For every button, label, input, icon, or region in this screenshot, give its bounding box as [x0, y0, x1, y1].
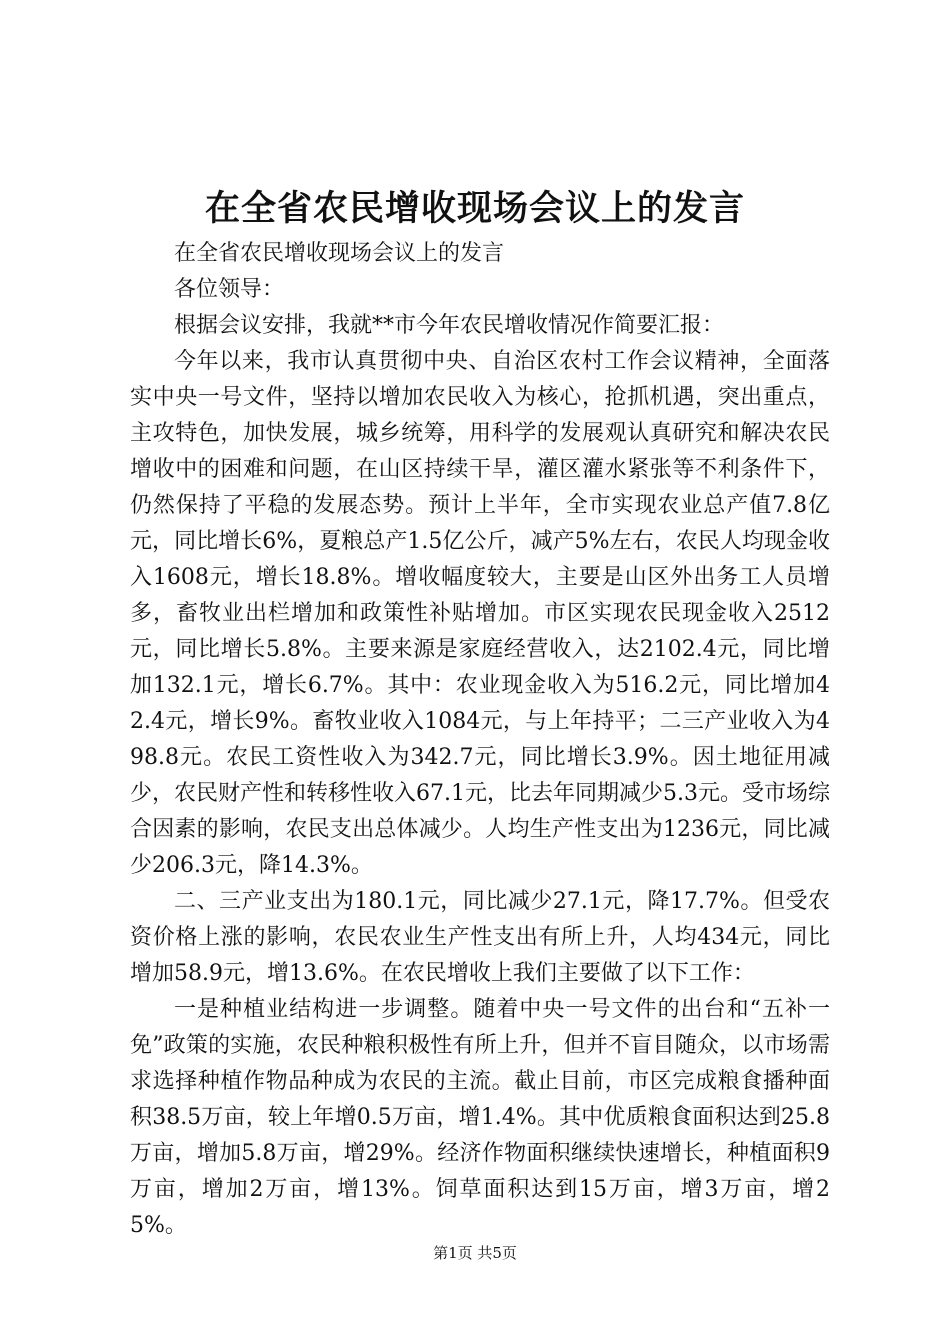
paragraph-planting: 一是种植业结构进一步调整。随着中央一号文件的出台和“五补一免”政策的实施，农民种粮积极性有所上升，但并不盲目随众，以市场需求选择种植作物品种成为农民的主流。截止目前，市区完成粮食播种面积38.5万亩，较上年增0.5万亩，增1.4%。其中优质粮食面积达到25.8万亩，增加5.8万亩，增29%。经济作物面积继续快速增长，种植面积9万亩，增加2万亩，增13%。饲草面积达到15万亩，增3万亩，增25%。 — [130, 997, 830, 1238]
document-body — [130, 236, 830, 1244]
paragraph-subtitle: 在全省农民增收现场会议上的发言 — [174, 241, 505, 266]
page-number-footer: 第1页 共5页 — [433, 1244, 517, 1262]
document-title: 在全省农民增收现场会议上的发言 — [204, 188, 745, 229]
paragraph-overview: 今年以来，我市认真贯彻中央、自治区农村工作会议精神，全面落实中央一号文件，坚持以增加农民收入为核心，抢抓机遇，突出重点，主攻特色，加快发展，城乡统筹，用科学的发展观认真研究和解决农民增收中的困难和问题，在山区持续干旱，灌区灌水紧张等不利条件下，仍然保持了平稳的发展态势。预计上半年，全市实现农业总产值7.8亿元，同比增长6%，夏粮总产1.5亿公斤，减产5%左右，农民人均现金收入1608元，增长18.8%。增收幅度较大，主要是山区外出务工人员增多，畜牧业出栏增加和政策性补贴增加。市区实现农民现金收入2512元，同比增长5.8%。主要来源是家庭经营收入，达2102.4元，同比增加132.1元，增长6.7%。其中：农业现金收入为516.2元，同比增加42.4元，增长9%。畜牧业收入1084元，与上年持平；二三产业收入为498.8元。农民工资性收入为342.7元，同比增长3.9%。因土地征用减少，农民财产性和转移性收入67.1元，比去年同期减少5.3元。受市场综合因素的影响，农民支出总体减少。人均生产性支出为1236元，同比减少206.3元，降14.3%。 — [130, 349, 830, 878]
paragraph-salutation: 各位领导： — [174, 277, 285, 302]
paragraph-expenses: 二、三产业支出为180.1元，同比减少27.1元，降17.7%。但受农资价格上涨的影响，农民农业生产性支出有所上升，人均434元，同比增加58.9元，增13.6%。在农民增收上我们主要做了以下工作： — [130, 889, 830, 986]
paragraph-intro: 根据会议安排，我就**市今年农民增收情况作简要汇报： — [174, 313, 725, 338]
